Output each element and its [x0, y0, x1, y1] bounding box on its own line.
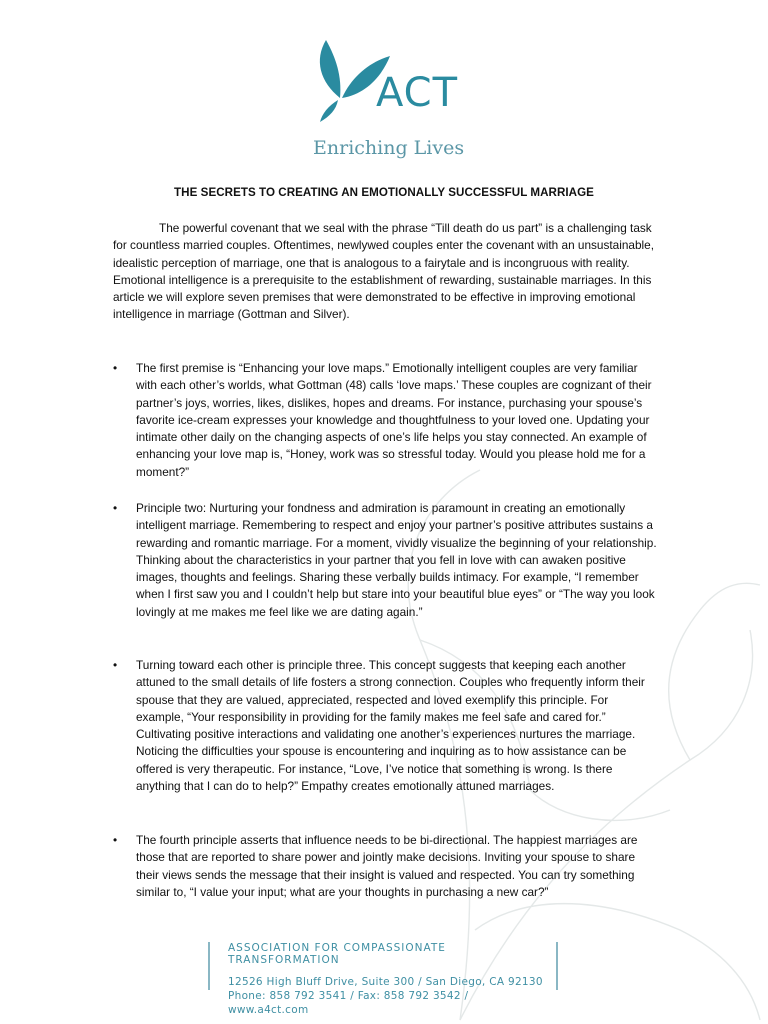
bullet-dot: •	[113, 501, 118, 515]
bullet-item-3: Turning toward each other is principle three. This concept suggests that keeping each another attuned to the small details of life fosters a strong connection. Couples who frequently inform their spouse that they are valued, appreciated, respected and loved exemplify this principle. For example, “Your responsibility in providing for the family makes me feel safe and cared for.” Cultivating positive interactions and validating one another’s experiences nurtures the marriage. Noticing the difficulties your spouse is encountering and inquiring as to how assistance can be offered is very therapeutic. For instance, “Love, I’ve notice that something is wrong. Is there anything that I can do to help?” Empathy creates emotionally attuned marriages.	[136, 658, 645, 794]
footer-org: ASSOCIATION FOR COMPASSIONATE TRANSFORMATION	[228, 942, 446, 966]
footer	[228, 942, 548, 1017]
bullet-dot: •	[113, 833, 118, 847]
footer-contact: Phone: 858 792 3541 / Fax: 858 792 3542 / www.a4ct.com	[228, 990, 469, 1016]
footer-address: 12526 High Bluff Drive, Suite 300 / San Diego, CA 92130	[228, 976, 543, 988]
bullet-dot: •	[113, 658, 118, 672]
footer-divider-left	[208, 942, 210, 990]
footer-divider-right	[556, 942, 558, 990]
page-title: THE SECRETS TO CREATING AN EMOTIONALLY SUCCESSFUL MARRIAGE	[174, 186, 594, 199]
tagline: Enriching Lives	[313, 137, 465, 159]
logo-text: ACT	[376, 70, 459, 116]
bullet-item-1: The first premise is “Enhancing your love maps.” Emotionally intelligent couples are very familiar with each other’s worlds, what Gottman (48) calls ‘love maps.’ These couples are cognizant of their partner’s joys, worries, likes, dislikes, hopes and dreams. For instance, purchasing your spouse’s favorite ice-cream expresses your knowledge and thoughtfulness to your loved one. Updating your intimate other daily on the changing aspects of one’s life helps you stay connected. An example of enhancing your love map is, “Honey, work was so stressful today. Would you please hold me for a moment?”	[136, 361, 652, 479]
bullet-item-2: Principle two: Nurturing your fondness and admiration is paramount in creating an emotionally intelligent marriage. Remembering to respect and enjoy your partner’s positive attributes sustains a rewarding and romantic marriage. For a moment, vividly visualize the beginning of your relationship. Thinking about the characteristics in your partner that you fell in love with can awaken positive images, thoughts and feelings. Sharing these verbally builds intimacy. For example, “I remember when I first saw you and I couldn’t help but stare into your beautiful blue eyes” or “The way you look lovingly at me makes me feel like we are dating again.”	[136, 501, 657, 619]
bullet-dot: •	[113, 361, 118, 375]
intro-paragraph: The powerful covenant that we seal with the phrase “Till death do us part” is a challenging task for countless married couples. Oftentimes, newlywed couples enter the covenant with an unsustainable, idealistic perception of marriage, one that is analogous to a fairytale and is incongruous with reality. Emotional intelligence is a prerequisite to the establishment of rewarding, sustainable marriages. In this article we will explore seven premises that were demonstrated to be effective in improving emotional intelligence in marriage (Gottman and Silver).	[113, 221, 654, 322]
bullet-item-4: The fourth principle asserts that influence needs to be bi-directional. The happiest marriages are those that are reported to share power and jointly make decisions. Inviting your spouse to share their views sends the message that their insight is valued and respected. You can try something similar to, “I value your input; what are your thoughts in purchasing a new car?”	[136, 833, 638, 899]
